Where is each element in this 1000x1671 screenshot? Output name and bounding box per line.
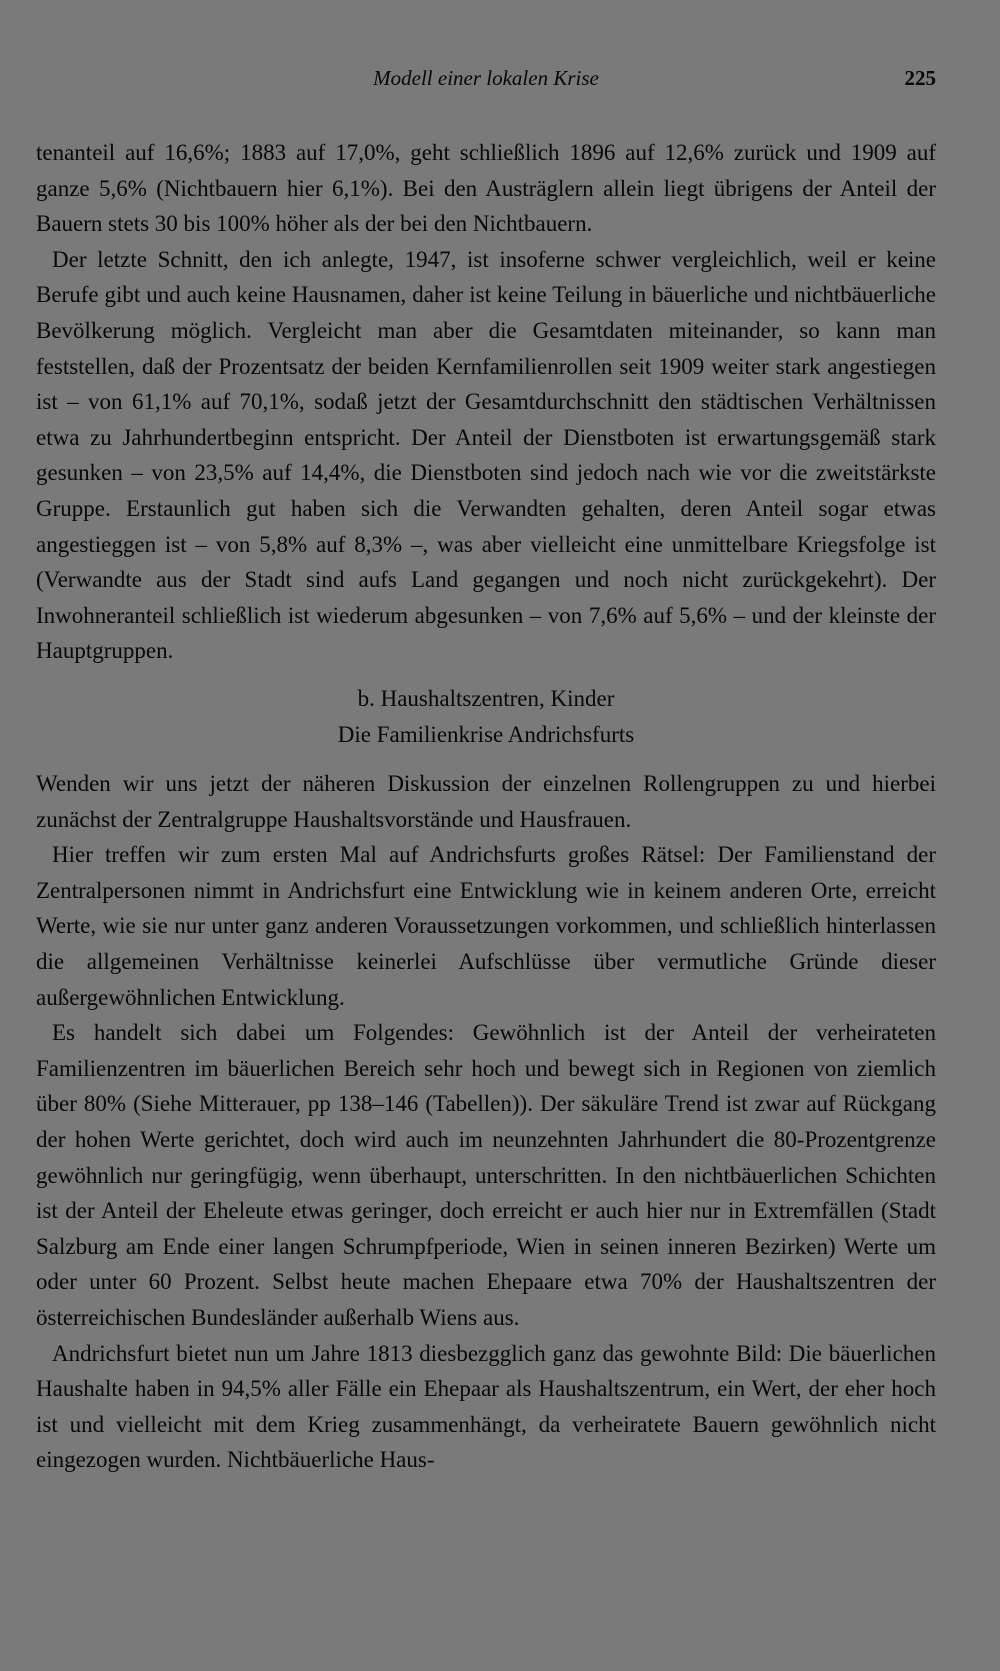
paragraph: Der letzte Schnitt, den ich anlegte, 1947, ist insoferne schwer vergleichlich, weil er keine Berufe gibt und auch keine Hausnamen, daher ist keine Teilung in bäuerliche und nichtbäuerliche Bevölkerung möglich. Vergleicht man aber die Gesamtdaten miteinander, so kann man feststellen, daß der Prozentsatz der beiden Kernfamilienrollen seit 1909 weiter stark angestiegen ist – von 61,1% auf 70,1%, sodaß jetzt der Gesamtdurchschnitt den städtischen Verhältnissen etwa zu Jahrhundertbeginn entspricht. Der Anteil der Dienstboten ist erwartungsgemäß stark gesunken – von 23,5% auf 14,4%, die Dienstboten sind jedoch nach wie vor die zweitstärkste Gruppe. Erstaunlich gut haben sich die Verwandten gehalten, deren Anteil sogar etwas angestieggen ist – von 5,8% auf 8,3% –, was aber vielleicht eine unmittelbare Kriegsfolge ist (Verwandte aus der Stadt sind aufs Land gegangen und noch nicht zurückgekehrt). Der Inwohneranteil schließlich ist wiederum abgesunken – von 7,6% auf 5,6% – und der kleinste der Hauptgruppen. — [36, 246, 936, 664]
paragraph: Es handelt sich dabei um Folgendes: Gewöhnlich ist der Anteil der verheirateten Familienzentren im bäuerlichen Bereich sehr hoch und bewegt sich in Regionen von ziemlich über 80% (Siehe Mitterauer, pp 138–146 (Tabellen)). Der säkuläre Trend ist zwar auf Rückgang der hohen Werte gerichtet, doch wird auch im neunzehnten Jahrhundert die 80-Prozentgrenze gewöhnlich nur geringfügig, wenn überhaupt, unterschritten. In den nichtbäuerlichen Schichten ist der Anteil der Eheleute etwas geringer, doch erreicht er auch hier nur in Extremfällen (Stadt Salzburg am Ende einer langen Schrumpfperiode, Wien in seinen inneren Bezirken) Werte um oder unter 60 Prozent. Selbst heute machen Ehepaare etwa 70% der Haushaltszentren der österreichischen Bundesländer außerhalb Wiens aus. — [36, 1020, 936, 1330]
paragraph: Andrichsfurt bietet nun um Jahre 1813 diesbezgglich ganz das gewohnte Bild: Die bäuerlichen Haushalte haben in 94,5% aller Fälle ein Ehepaar als Haushaltszentrum, ein Wert, der eher hoch ist und vielleicht mit dem Krieg zusammenhängt, da verheiratete Bauern gewöhnlich nicht eingezogen wurden. Nichtbäuerliche Haus- — [36, 1340, 936, 1473]
paragraph: Hier treffen wir zum ersten Mal auf Andrichsfurts großes Rätsel: Der Familienstand der Zentralpersonen nimmt in Andrichsfurt eine Entwicklung wie in keinem anderen Orte, erreicht Werte, wie sie nur unter ganz anderen Voraussetzungen vorkommen, und schließlich hinterlassen die allgemeinen Verhältnisse keinerlei Aufschlüsse über vermutliche Gründe dieser außergewöhnlichen Entwicklung. — [36, 842, 936, 1010]
body-text — [36, 135, 936, 1478]
page-number: 225 — [904, 66, 936, 90]
paragraph: Wenden wir uns jetzt der näheren Diskussion der einzelnen Rollengruppen zu und hierbei zunächst der Zentralgruppe Haushaltsvorstände und Hausfrauen. — [36, 771, 936, 832]
running-head — [36, 62, 936, 98]
section-heading — [36, 681, 936, 752]
running-title: Modell einer lokalen Krise — [373, 66, 599, 90]
section-heading-line-1: b. Haushaltszentren, Kinder — [357, 685, 615, 711]
paragraph-continued: tenanteil auf 16,6%; 1883 auf 17,0%, geht schließlich 1896 auf 12,6% zurück und 1909 auf ganze 5,6% (Nichtbauern hier 6,1%). Bei den Austräglern allein liegt übrigens der Anteil der Bauern stets 30 bis 100% höher als der bei den Nichtbauern. — [36, 140, 936, 237]
section-heading-line-2: Die Familienkrise Andrichsfurts — [337, 721, 635, 747]
